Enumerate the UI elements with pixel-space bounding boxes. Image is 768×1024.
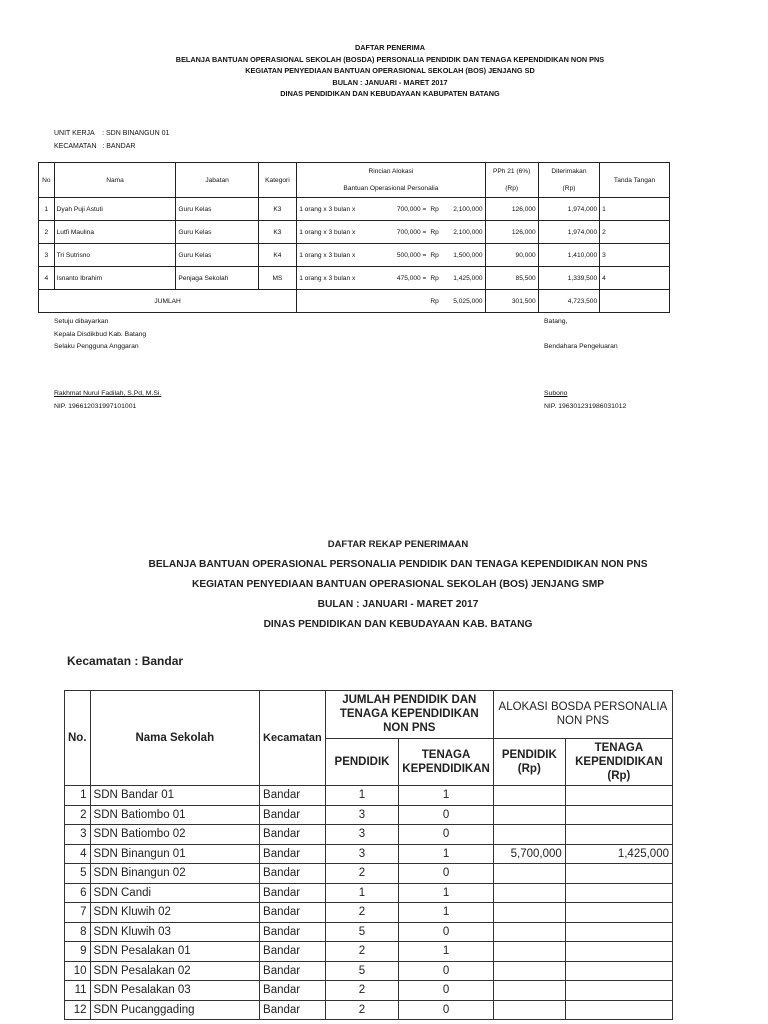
cell-nama-sekolah: SDN Pesalakan 02 [90,961,260,981]
cell-rate: 700,000 = [383,221,429,244]
right-sig-line: Bendahara Pengeluaran [544,343,618,350]
cell-nama: Tri Sutrisno [54,244,176,267]
cell-rate: 500,000 = [383,244,429,267]
cell-no: 2 [39,221,55,244]
cell-tenaga: 0 [399,922,494,942]
kecamatan: KECAMATAN : BANDAR [54,143,136,150]
cell-rp: Rp [428,221,443,244]
cell-nama: Lutfi Maulina [54,221,176,244]
cell-tenaga-rp [565,786,672,806]
col-jumlah: JUMLAH PENDIDIK DAN TENAGA KEPENDIDIKAN NON PNS [325,691,493,739]
cell-tenaga-rp [565,961,672,981]
cell-no: 1 [39,198,55,221]
cell-kecamatan: Bandar [260,883,326,903]
cell-nama-sekolah: SDN Pesalakan 03 [90,981,260,1001]
right-signature-block [544,316,618,354]
table-row [65,786,673,806]
left-sig-line: Setuju dibayarkan [54,318,109,325]
col-kategori: Kategori [258,163,297,198]
cell-tenaga: 0 [399,864,494,884]
cell-no: 5 [65,864,91,884]
table-row [39,221,670,244]
cell-tenaga: 0 [399,1000,494,1020]
table-row [65,961,673,981]
cell-tenaga: 1 [399,942,494,962]
total-rp: Rp [428,290,443,313]
cell-diterima: 1,410,000 [538,244,599,267]
cell-pendidik: 2 [325,864,399,884]
cell-no: 8 [65,922,91,942]
cell-calc: 1 orang x 3 bulan x [297,267,383,290]
cell-no: 4 [39,267,55,290]
cell-pendidik: 2 [325,981,399,1001]
col-pendidik-rp: PENDIDIK (Rp) [493,738,565,786]
cell-no: 3 [39,244,55,267]
cell-pendidik: 2 [325,1000,399,1020]
doc1-title [40,42,740,100]
cell-calc: 1 orang x 3 bulan x [297,198,383,221]
cell-kategori: MS [258,267,297,290]
left-sig-line: Kepala Disdikbud Kab. Batang [54,330,147,338]
cell-pendidik-rp: 5,700,000 [493,844,565,864]
cell-tenaga-rp [565,805,672,825]
cell-pendidik: 5 [325,961,399,981]
table-row [65,805,673,825]
cell-ttd: 2 [600,221,670,244]
cell-tenaga-rp [565,864,672,884]
doc2-title-line: BULAN : JANUARI - MARET 2017 [317,599,479,610]
cell-pendidik: 2 [325,942,399,962]
cell-no: 2 [65,805,91,825]
table-row [65,942,673,962]
doc1-title-line: DAFTAR PENERIMA [355,43,425,52]
col-ttd: Tanda Tangan [600,163,670,198]
cell-tenaga-rp [565,825,672,845]
cell-no: 11 [65,981,91,1001]
cell-pendidik-rp [493,942,565,962]
table-row [65,825,673,845]
cell-pendidik: 5 [325,922,399,942]
cell-kecamatan: Bandar [260,942,326,962]
cell-no: 10 [65,961,91,981]
right-signatory [544,388,626,413]
recap-body [65,786,673,1020]
cell-tenaga-rp [565,981,672,1001]
col-kecamatan: Kecamatan [260,691,326,786]
cell-kecamatan: Bandar [260,903,326,923]
cell-jabatan: Penjaga Sekolah [176,267,258,290]
cell-pph: 85,500 [485,267,538,290]
cell-kecamatan: Bandar [260,805,326,825]
cell-pendidik-rp [493,1000,565,1020]
doc2-kecamatan: Kecamatan : Bandar [67,654,184,668]
cell-ttd: 3 [600,244,670,267]
cell-pendidik-rp [493,864,565,884]
col-tenaga: TENAGA KEPENDIDIKAN [399,738,494,786]
table-row [39,244,670,267]
cell-kecamatan: Bandar [260,1000,326,1020]
doc1-title-line: BELANJA BANTUAN OPERASIONAL SEKOLAH (BOSDA) PERSONALIA PENDIDIK DAN TENAGA KEPENDIDIKAN NON PNS [175,54,605,64]
cell-nama-sekolah: SDN Batiombo 01 [90,805,260,825]
cell-nama: Dyah Puji Astuti [54,198,176,221]
cell-pendidik: 3 [325,825,399,845]
cell-pendidik: 2 [325,903,399,923]
table-row [65,922,673,942]
cell-tenaga: 1 [399,786,494,806]
cell-nama-sekolah: SDN Batiombo 02 [90,825,260,845]
cell-tenaga-rp [565,942,672,962]
doc2-title-line: DAFTAR REKAP PENERIMAAN [327,539,469,550]
cell-tenaga-rp: 1,425,000 [565,844,672,864]
cell-nama-sekolah: SDN Bandar 01 [90,786,260,806]
cell-tenaga: 0 [399,805,494,825]
cell-tenaga: 0 [399,981,494,1001]
cell-nama-sekolah: SDN Pucanggading [90,1000,260,1020]
cell-no: 1 [65,786,91,806]
cell-pendidik-rp [493,825,565,845]
recap-table [64,690,673,1020]
col-no: No [39,163,55,198]
cell-diterima: 1,974,000 [538,198,599,221]
cell-jabatan: Guru Kelas [176,198,258,221]
cell-no: 4 [65,844,91,864]
total-amount: 5,025,000 [443,290,485,313]
cell-amount: 2,100,000 [443,198,485,221]
doc2-title-line: KEGIATAN PENYEDIAAN BANTUAN OPERASIONAL SEKOLAH (BOS) JENJANG SMP [191,579,605,590]
cell-tenaga-rp [565,922,672,942]
col-pph-sub: (Rp) [485,180,538,198]
col-no: No. [65,691,91,786]
cell-pph: 126,000 [485,221,538,244]
col-alokasi: ALOKASI BOSDA PERSONALIA NON PNS [493,691,672,739]
table-row [65,883,673,903]
cell-ttd: 1 [600,198,670,221]
cell-amount: 1,425,000 [443,267,485,290]
doc1-title-line: BULAN : JANUARI - MARET 2017 [332,77,448,87]
left-sig-name: Rakhmat Nurul Fadilah, S.Pd, M.Si. [54,390,162,397]
left-signatory [54,388,161,413]
cell-no: 12 [65,1000,91,1020]
cell-tenaga: 1 [399,844,494,864]
cell-pendidik: 1 [325,786,399,806]
cell-amount: 2,100,000 [443,221,485,244]
cell-kecamatan: Bandar [260,844,326,864]
cell-kecamatan: Bandar [260,864,326,884]
cell-pendidik-rp [493,922,565,942]
cell-nama-sekolah: SDN Kluwih 03 [90,922,260,942]
cell-tenaga-rp [565,1000,672,1020]
table-row [65,903,673,923]
cell-no: 6 [65,883,91,903]
cell-diterima: 1,974,000 [538,221,599,244]
cell-kecamatan: Bandar [260,922,326,942]
total-pph: 301,500 [485,290,538,313]
doc2-title-line: BELANJA BANTUAN OPERASIONAL PERSONALIA PENDIDIK DAN TENAGA KEPENDIDIKAN NON PNS [148,559,648,570]
cell-pendidik-rp [493,805,565,825]
col-tenaga-rp: TENAGA KEPENDIDIKAN (Rp) [565,738,672,786]
cell-rp: Rp [428,198,443,221]
cell-rate: 700,000 = [383,198,429,221]
cell-no: 7 [65,903,91,923]
cell-diterima: 1,339,500 [538,267,599,290]
cell-ttd: 4 [600,267,670,290]
cell-rate: 475,000 = [383,267,429,290]
cell-pendidik-rp [493,903,565,923]
cell-tenaga: 1 [399,903,494,923]
cell-tenaga: 0 [399,825,494,845]
col-jabatan: Jabatan [176,163,258,198]
cell-pendidik-rp [493,883,565,903]
cell-nama-sekolah: SDN Pesalakan 01 [90,942,260,962]
recap-header-row [65,691,673,739]
cell-tenaga: 0 [399,961,494,981]
col-rincian: Rincian Alokasi [297,163,485,181]
col-diterima: Diterimakan [538,163,599,181]
cell-kategori: K3 [258,198,297,221]
cell-nama: Isnanto Ibrahim [54,267,176,290]
table-row [39,198,670,221]
doc1-title-line: DINAS PENDIDIKAN DAN KEBUDAYAAN KABUPATEN BATANG [280,89,500,99]
col-pph: PPh 21 (6%) [485,163,538,181]
cell-nama-sekolah: SDN Binangun 02 [90,864,260,884]
recipient-table [38,162,670,313]
col-nama: Nama [54,163,176,198]
cell-kecamatan: Bandar [260,981,326,1001]
cell-pendidik-rp [493,981,565,1001]
total-label: JUMLAH [39,290,297,313]
cell-pendidik-rp [493,786,565,806]
cell-pendidik: 1 [325,883,399,903]
table-header-row [39,163,670,181]
cell-pph: 90,000 [485,244,538,267]
col-nama-sekolah: Nama Sekolah [90,691,260,786]
right-sig-name: Subono [544,390,568,397]
cell-pendidik-rp [493,961,565,981]
cell-tenaga-rp [565,883,672,903]
cell-no: 3 [65,825,91,845]
doc1-unit-info [54,127,169,153]
total-row [39,290,670,313]
cell-nama-sekolah: SDN Binangun 01 [90,844,260,864]
doc2-title [60,535,736,635]
right-sig-line: Batang, [544,318,568,325]
col-diterima-sub: (Rp) [538,180,599,198]
cell-kecamatan: Bandar [260,825,326,845]
cell-calc: 1 orang x 3 bulan x [297,244,383,267]
col-rincian-sub: Bantuan Operasional Personalia [297,180,485,198]
cell-rp: Rp [428,267,443,290]
left-sig-nip: NIP. 196612031997101001 [54,402,137,410]
table-row [65,864,673,884]
left-signature-block [54,316,146,354]
table-row [39,267,670,290]
cell-jabatan: Guru Kelas [176,221,258,244]
doc1-title-line: KEGIATAN PENYEDIAAN BANTUAN OPERASIONAL SEKOLAH (BOS) JENJANG SD [245,66,535,76]
doc2-title-line: DINAS PENDIDIKAN DAN KEBUDAYAAN KAB. BATANG [263,619,533,630]
cell-nama-sekolah: SDN Candi [90,883,260,903]
table-row [65,844,673,864]
cell-tenaga: 1 [399,883,494,903]
right-sig-nip: NIP. 196301231986031012 [544,402,627,410]
cell-kecamatan: Bandar [260,786,326,806]
left-sig-line: Selaku Pengguna Anggaran [54,343,139,350]
cell-pph: 126,000 [485,198,538,221]
cell-calc: 1 orang x 3 bulan x [297,221,383,244]
cell-kategori: K4 [258,244,297,267]
unit-kerja: UNIT KERJA : SDN BINANGUN 01 [54,130,170,137]
table-row [65,981,673,1001]
cell-tenaga-rp [565,903,672,923]
total-diterima: 4,723,500 [538,290,599,313]
table-row [65,1000,673,1020]
cell-no: 9 [65,942,91,962]
cell-jabatan: Guru Kelas [176,244,258,267]
cell-amount: 1,500,000 [443,244,485,267]
cell-rp: Rp [428,244,443,267]
cell-kecamatan: Bandar [260,961,326,981]
cell-kategori: K3 [258,221,297,244]
cell-pendidik: 3 [325,805,399,825]
cell-pendidik: 3 [325,844,399,864]
cell-nama-sekolah: SDN Kluwih 02 [90,903,260,923]
col-pendidik: PENDIDIK [325,738,399,786]
